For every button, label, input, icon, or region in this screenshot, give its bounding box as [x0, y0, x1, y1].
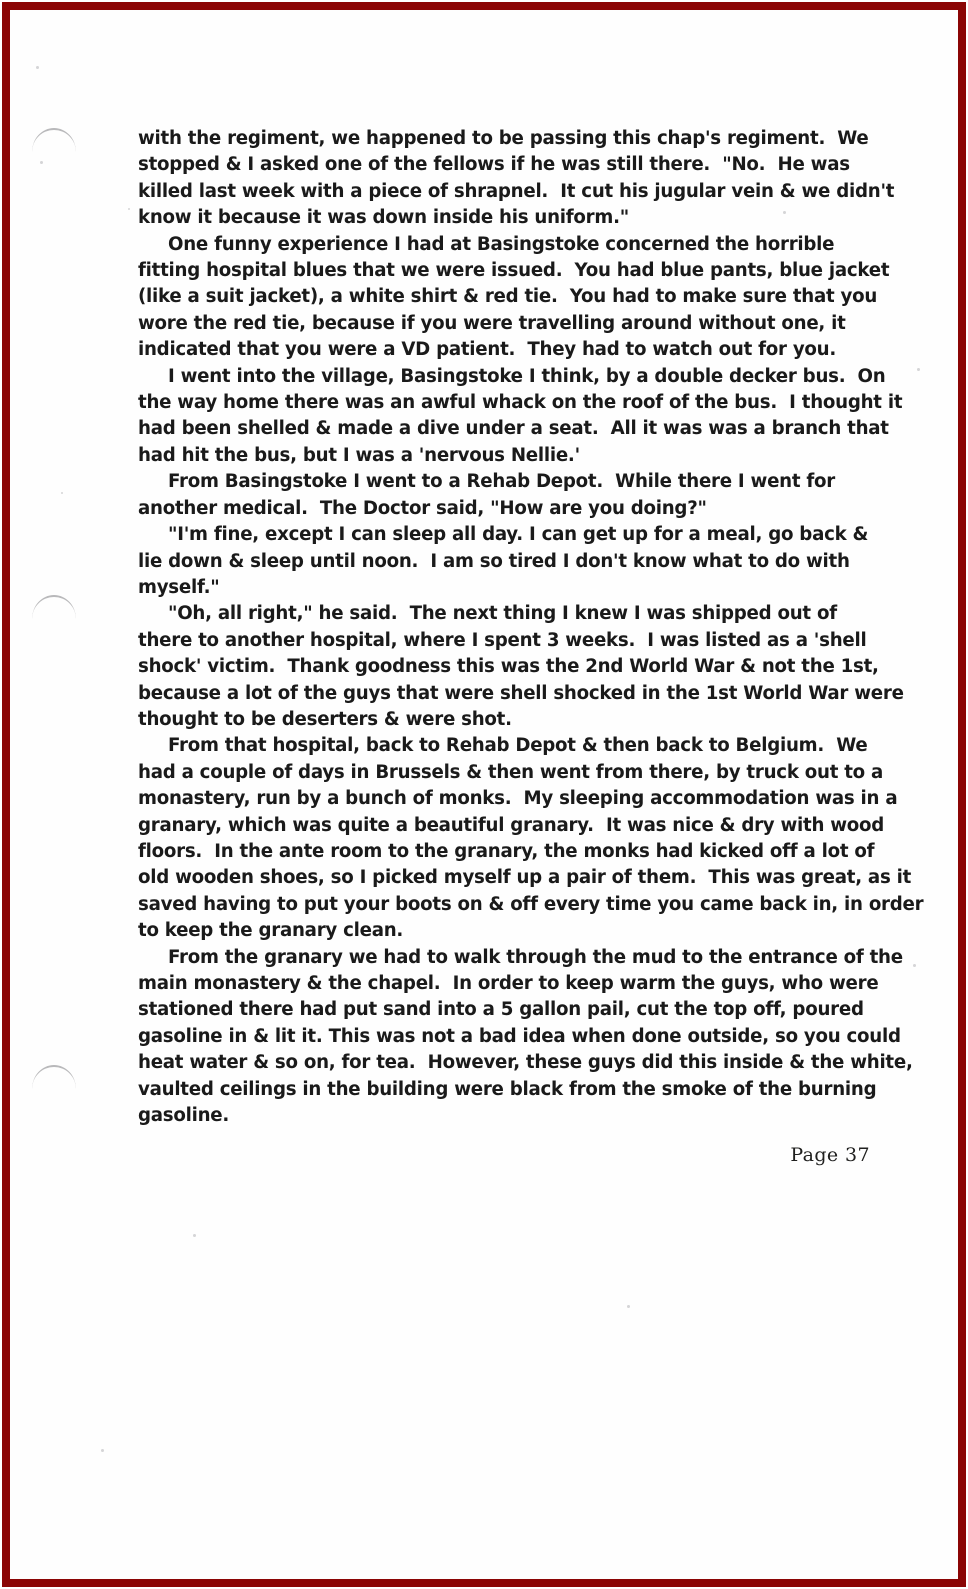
- text-line: had a couple of days in Brussels & then went from there, by truck out to a: [138, 761, 884, 783]
- text-line: From the granary we had to walk through the mud to the entrance of the: [168, 946, 903, 968]
- text-line: granary, which was quite a beautiful granary. It was nice & dry with wood: [138, 814, 885, 836]
- text-line: main monastery & the chapel. In order to keep warm the guys, who were: [138, 973, 879, 994]
- text-line: From that hospital, back to Rehab Depot & then back to Belgium. We: [168, 735, 868, 757]
- text-line: thought to be deserters & were shot.: [138, 708, 512, 730]
- text-line: killed last week with a piece of shrapnel. It cut his jugular vein & we didn't: [138, 180, 895, 202]
- text-line: indicated that you were a VD patient. They had to watch out for you.: [138, 339, 837, 361]
- paragraph: [138, 522, 869, 601]
- paragraph: [138, 733, 924, 944]
- text-line: stopped & I asked one of the fellows if he was still there. "No. He was: [138, 154, 850, 176]
- text-line: to keep the granary clean.: [138, 920, 404, 942]
- text-line: monastery, run by a bunch of monks. My sleeping accommodation was in a: [138, 788, 898, 810]
- paragraph: [138, 469, 836, 522]
- paragraph: [138, 364, 903, 470]
- text-line: know it because it was down inside his uniform.": [138, 207, 629, 229]
- text-line: vaulted ceilings in the building were black from the smoke of the burning: [138, 1078, 877, 1100]
- text-line: there to another hospital, where I spent 3 weeks. I was listed as a 'shell: [138, 629, 867, 651]
- text-line: because a lot of the guys that were shell shocked in the 1st World War were: [138, 682, 904, 704]
- text-line: had been shelled & made a dive under a seat. All it was was a branch that: [138, 418, 889, 440]
- paragraph: [138, 601, 904, 733]
- page-number: Page 37: [790, 1144, 870, 1166]
- text-line: wore the red tie, because if you were travelling around without one, it: [138, 312, 846, 334]
- text-line: another medical. The Doctor said, "How are you doing?": [138, 497, 707, 519]
- paragraph: [138, 945, 913, 1130]
- text-line: myself.": [138, 576, 220, 598]
- text-line: old wooden shoes, so I picked myself up a pair of them. This was great, as it: [138, 867, 912, 889]
- text-line: lie down & sleep until noon. I am so tired I don't know what to do with: [138, 550, 850, 572]
- text-line: had hit the bus, but I was a 'nervous Nellie.': [138, 444, 580, 466]
- paragraph: [138, 126, 895, 232]
- text-line: One funny experience I had at Basingstoke concerned the horrible: [168, 233, 835, 255]
- text-line: (like a suit jacket), a white shirt & red tie. You had to make sure that you: [138, 286, 878, 308]
- text-line: heat water & so on, for tea. However, these guys did this inside & the white,: [138, 1052, 913, 1074]
- text-line: the way home there was an awful whack on the roof of the bus. I thought it: [138, 392, 903, 414]
- text-line: I went into the village, Basingstoke I think, by a double decker bus. On: [168, 365, 886, 387]
- text-line: fitting hospital blues that we were issued. You had blue pants, blue jacket: [138, 260, 890, 282]
- text-line: "Oh, all right," he said. The next thing I knew I was shipped out of: [168, 603, 837, 625]
- text-line: "I'm fine, except I can sleep all day. I can get up for a meal, go back &: [168, 524, 869, 546]
- text-line: gasoline in & lit it. This was not a bad idea when done outside, so you could: [138, 1025, 901, 1047]
- text-line: gasoline.: [138, 1105, 230, 1127]
- text-line: From Basingstoke I went to a Rehab Depot. While there I went for: [168, 471, 836, 493]
- text-line: shock' victim. Thank goodness this was the 2nd World War & not the 1st,: [138, 656, 879, 678]
- document-body: [138, 126, 924, 1129]
- text-line: stationed there had put sand into a 5 gallon pail, cut the top off, poured: [138, 999, 864, 1021]
- paragraph: [138, 232, 890, 364]
- text-line: with the regiment, we happened to be passing this chap's regiment. We: [138, 128, 869, 149]
- text-line: floors. In the ante room to the granary, the monks had kicked off a lot of: [138, 840, 875, 862]
- text-line: saved having to put your boots on & off every time you came back in, in order: [138, 893, 924, 915]
